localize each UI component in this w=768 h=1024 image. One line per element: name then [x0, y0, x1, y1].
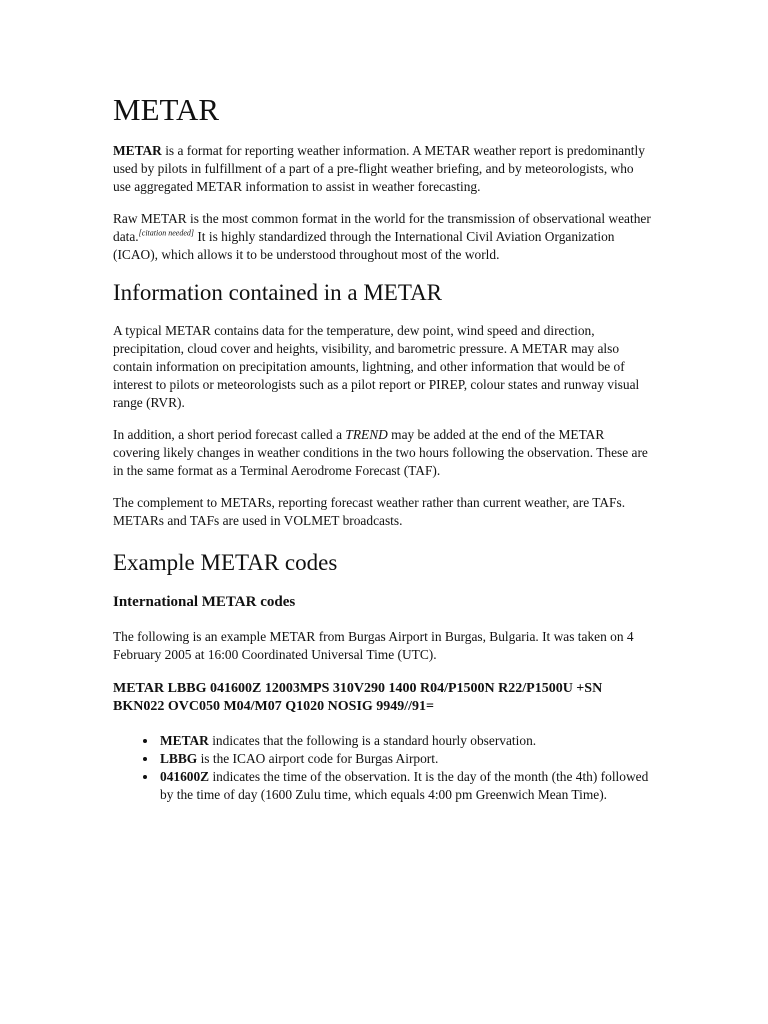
raw-text-before: Raw METAR is the most common format in the world for the transmission of observational weather data.	[113, 211, 651, 244]
list-item-text: indicates that the following is a standard hourly observation.	[208, 733, 537, 748]
list-item	[158, 732, 653, 750]
raw-metar-paragraph	[113, 210, 653, 264]
information-paragraph-3: The complement to METARs, reporting forecast weather rather than current weather, are TAFs. METARs and TAFs are used in VOLMET broadcasts.	[113, 495, 626, 528]
code-explanation-list	[113, 732, 653, 804]
example-metar-code: METAR LBBG 041600Z 12003MPS 310V290 1400 R04/P1500N R22/P1500U +SN BKN022 OVC050 M04/M07 Q1020 NOSIG 9949//91=	[113, 681, 603, 714]
section-heading-information: Information contained in a METAR	[113, 280, 443, 305]
intro-term: METAR	[113, 143, 162, 158]
intro-paragraph	[113, 142, 653, 196]
section-heading-examples: Example METAR codes	[113, 550, 338, 575]
document-page	[113, 90, 653, 804]
citation-needed-link[interactable]: [citation needed]	[138, 228, 194, 238]
raw-text-after: It is highly standardized through the International Civil Aviation Organization (ICAO), which allows it to be understood throughout most of the world.	[113, 229, 615, 262]
list-item-term: LBBG	[160, 751, 198, 766]
information-paragraph-2	[113, 426, 653, 480]
list-item	[158, 750, 653, 768]
trend-text-before: In addition, a short period forecast called a	[113, 427, 346, 442]
list-item-text: is the ICAO airport code for Burgas Airport.	[197, 751, 439, 766]
subsection-heading-international: International METAR codes	[113, 594, 296, 610]
list-item-term: 041600Z	[160, 769, 210, 784]
page-title: METAR	[113, 92, 220, 127]
example-intro-paragraph: The following is an example METAR from Burgas Airport in Burgas, Bulgaria. It was taken on 4 February 2005 at 16:00 Coordinated Universal Time (UTC).	[113, 629, 634, 662]
intro-text: is a format for reporting weather information. A METAR weather report is predominantly used by pilots in fulfillment of a part of a pre-flight weather briefing, and by meteorologists, who use aggregated METAR information to assist in weather forecasting.	[113, 143, 645, 194]
list-item	[158, 768, 653, 804]
trend-term: TREND	[345, 427, 388, 442]
trend-text-after: may be added at the end of the METAR covering likely changes in weather conditions in the two hours following the observation. These are in the same format as a Terminal Aerodrome Forecast (TAF).	[113, 427, 648, 478]
list-item-text: indicates the time of the observation. It is the day of the month (the 4th) followed by the time of day (1600 Zulu time, which equals 4:00 pm Greenwich Mean Time).	[160, 769, 649, 802]
list-item-term: METAR	[160, 733, 209, 748]
information-paragraph-1: A typical METAR contains data for the temperature, dew point, wind speed and direction, precipitation, cloud cover and heights, visibility, and barometric pressure. A METAR may also contain information on precipitation amounts, lightning, and other information that would be of interest to pilots or meteorologists such as a pilot report or PIREP, colour states and runway visual range (RVR).	[113, 323, 640, 410]
